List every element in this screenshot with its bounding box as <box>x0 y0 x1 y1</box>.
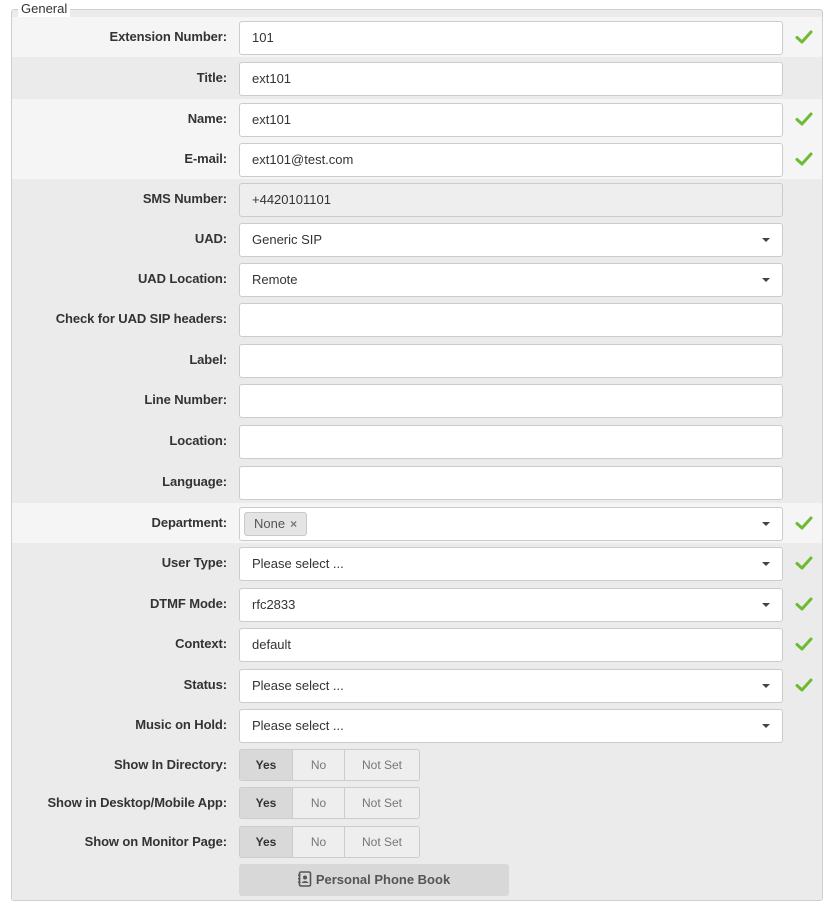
fieldset-legend: General <box>18 1 70 17</box>
option-not-set[interactable]: Not Set <box>345 827 419 857</box>
user-type-select[interactable] <box>239 547 783 581</box>
option-no[interactable]: No <box>293 750 345 780</box>
personal-phone-book-label: Personal Phone Book <box>315 872 451 887</box>
option-yes[interactable]: Yes <box>240 750 293 780</box>
address-book-icon <box>298 871 312 887</box>
row-music-on-hold <box>12 705 822 745</box>
row-extension-number <box>12 17 822 57</box>
email-label: E-mail: <box>184 151 227 166</box>
uad-value: Generic SIP <box>252 232 323 247</box>
row-title <box>12 58 822 98</box>
row-line-number <box>12 380 822 420</box>
close-icon[interactable]: × <box>290 517 298 531</box>
uad-sip-headers-input[interactable] <box>239 303 783 337</box>
check-icon <box>794 109 814 129</box>
status-label: Status: <box>183 677 227 692</box>
check-icon <box>794 149 814 169</box>
line-number-input[interactable] <box>239 384 783 418</box>
row-uad-location <box>12 259 822 299</box>
row-show-in-app <box>12 783 822 823</box>
music-on-hold-label: Music on Hold: <box>135 717 227 732</box>
show-in-app-toggle <box>239 787 420 819</box>
row-show-on-monitor <box>12 822 822 862</box>
status-value: Please select ... <box>252 678 344 693</box>
label-input[interactable] <box>239 344 783 378</box>
extension-number-label: Extension Number: <box>109 29 227 44</box>
check-icon <box>794 27 814 47</box>
chevron-down-icon <box>762 522 770 526</box>
uad-location-select[interactable] <box>239 263 783 297</box>
chevron-down-icon <box>762 238 770 242</box>
check-icon <box>794 513 814 533</box>
uad-sip-headers-label: Check for UAD SIP headers: <box>55 311 227 326</box>
row-show-in-directory <box>12 745 822 785</box>
department-tag-label: None <box>254 516 286 531</box>
name-input[interactable]: ext101 <box>239 103 783 137</box>
chevron-down-icon <box>762 684 770 688</box>
row-status <box>12 665 822 705</box>
option-yes[interactable]: Yes <box>240 788 293 818</box>
user-type-value: Please select ... <box>252 556 344 571</box>
chevron-down-icon <box>762 603 770 607</box>
check-icon <box>794 553 814 573</box>
check-icon <box>794 634 814 654</box>
option-yes[interactable]: Yes <box>240 827 293 857</box>
title-label: Title: <box>196 70 227 85</box>
row-dtmf-mode <box>12 584 822 624</box>
row-user-type <box>12 543 822 583</box>
show-in-directory-label: Show In Directory: <box>113 757 227 772</box>
sms-number-label: SMS Number: <box>142 191 227 206</box>
option-no[interactable]: No <box>293 788 345 818</box>
chevron-down-icon <box>762 562 770 566</box>
dtmf-mode-label: DTMF Mode: <box>150 596 227 611</box>
chevron-down-icon <box>762 724 770 728</box>
email-input[interactable]: ext101@test.com <box>239 143 783 177</box>
row-sms-number <box>12 179 822 219</box>
music-on-hold-select[interactable] <box>239 709 783 743</box>
uad-location-label: UAD Location: <box>138 271 227 286</box>
check-icon <box>794 594 814 614</box>
row-context <box>12 624 822 664</box>
uad-location-value: Remote <box>252 272 298 287</box>
context-input[interactable]: default <box>239 628 783 662</box>
language-label: Language: <box>162 474 227 489</box>
context-label: Context: <box>175 636 227 651</box>
dtmf-mode-select[interactable] <box>239 588 783 622</box>
label-field-label: Label: <box>189 352 227 367</box>
language-input[interactable] <box>239 466 783 500</box>
dtmf-mode-value: rfc2833 <box>252 597 296 612</box>
user-type-label: User Type: <box>161 555 227 570</box>
option-not-set[interactable]: Not Set <box>345 788 419 818</box>
row-email <box>12 139 822 179</box>
row-uad-sip-headers <box>12 299 822 339</box>
department-label: Department: <box>151 515 227 530</box>
check-icon <box>794 675 814 695</box>
sms-number-input: +4420101101 <box>239 183 783 217</box>
department-tag <box>244 512 307 536</box>
line-number-label: Line Number: <box>144 392 227 407</box>
name-label: Name: <box>187 111 227 126</box>
row-label <box>12 340 822 380</box>
row-location <box>12 421 822 461</box>
show-in-app-label: Show in Desktop/Mobile App: <box>47 795 227 810</box>
location-input[interactable] <box>239 425 783 459</box>
row-language <box>12 462 822 502</box>
row-department <box>12 503 822 543</box>
option-not-set[interactable]: Not Set <box>345 750 419 780</box>
location-label: Location: <box>169 433 227 448</box>
title-input[interactable]: ext101 <box>239 62 783 96</box>
show-on-monitor-label: Show on Monitor Page: <box>84 834 227 849</box>
row-uad <box>12 219 822 259</box>
personal-phone-book-button[interactable] <box>239 864 509 896</box>
uad-select[interactable] <box>239 223 783 257</box>
music-on-hold-value: Please select ... <box>252 718 344 733</box>
extension-number-input[interactable]: 101 <box>239 21 783 55</box>
uad-label: UAD: <box>194 231 227 246</box>
row-name <box>12 99 822 139</box>
show-on-monitor-toggle <box>239 826 420 858</box>
option-no[interactable]: No <box>293 827 345 857</box>
department-select[interactable] <box>239 507 783 541</box>
status-select[interactable] <box>239 669 783 703</box>
chevron-down-icon <box>762 278 770 282</box>
show-in-directory-toggle <box>239 749 420 781</box>
